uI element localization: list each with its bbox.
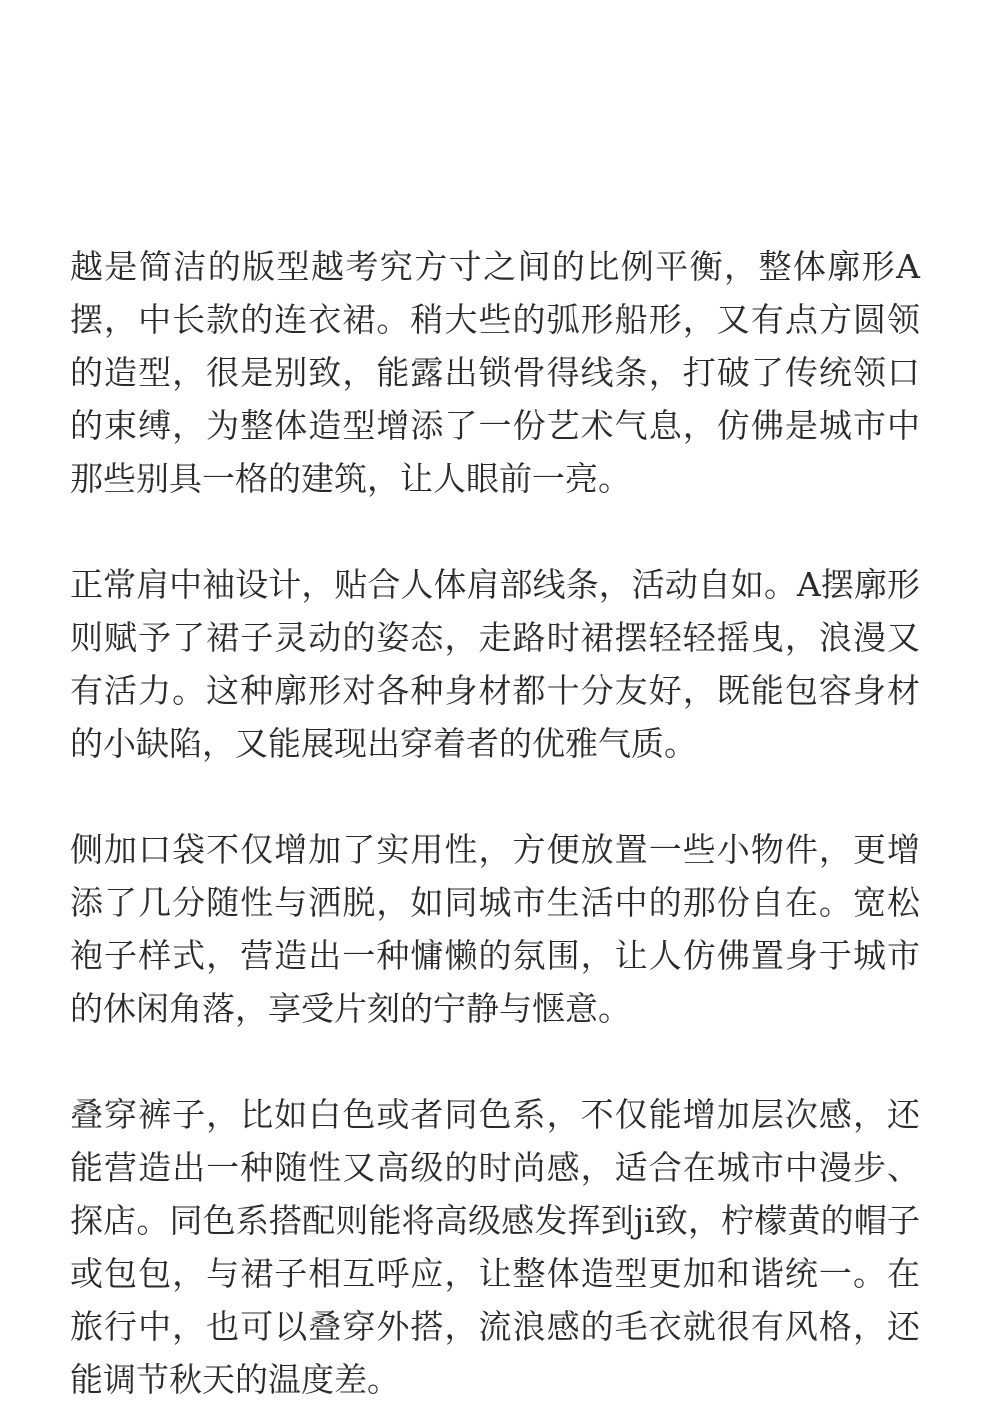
- article-body: [70, 240, 920, 1406]
- paragraph-neckline: 越是简洁的版型越考究方寸之间的比例平衡，整体廓形A摆，中长款的连衣裙。稍大些的弧形船形，又有点方圆领的造型，很是别致，能露出锁骨得线条，打破了传统领口的束缚，为整体造型增添了一份艺术气息，仿佛是城市中那些别具一格的建筑，让人眼前一亮。: [70, 247, 920, 498]
- paragraph-pockets: 侧加口袋不仅增加了实用性，方便放置一些小物件，更增添了几分随性与洒脱，如同城市生活中的那份自在。宽松袍子样式，营造出一种慵懒的氛围，让人仿佛置身于城市的休闲角落，享受片刻的宁静与惬意。: [70, 830, 920, 1028]
- paragraph-layering: 叠穿裤子，比如白色或者同色系，不仅能增加层次感，还能营造出一种随性又高级的时尚感，适合在城市中漫步、探店。同色系搭配则能将高级感发挥到ji致，柠檬黄的帽子或包包，与裙子相互呼应，让整体造型更加和谐统一。在旅行中，也可以叠穿外搭，流浪感的毛衣就很有风格，还能调节秋天的温度差。: [70, 1095, 920, 1399]
- paragraph-sleeve-silhouette: 正常肩中袖设计，贴合人体肩部线条，活动自如。A摆廓形则赋予了裙子灵动的姿态，走路时裙摆轻轻摇曳，浪漫又有活力。这种廓形对各种身材都十分友好，既能包容身材的小缺陷，又能展现出穿着者的优雅气质。: [70, 565, 920, 763]
